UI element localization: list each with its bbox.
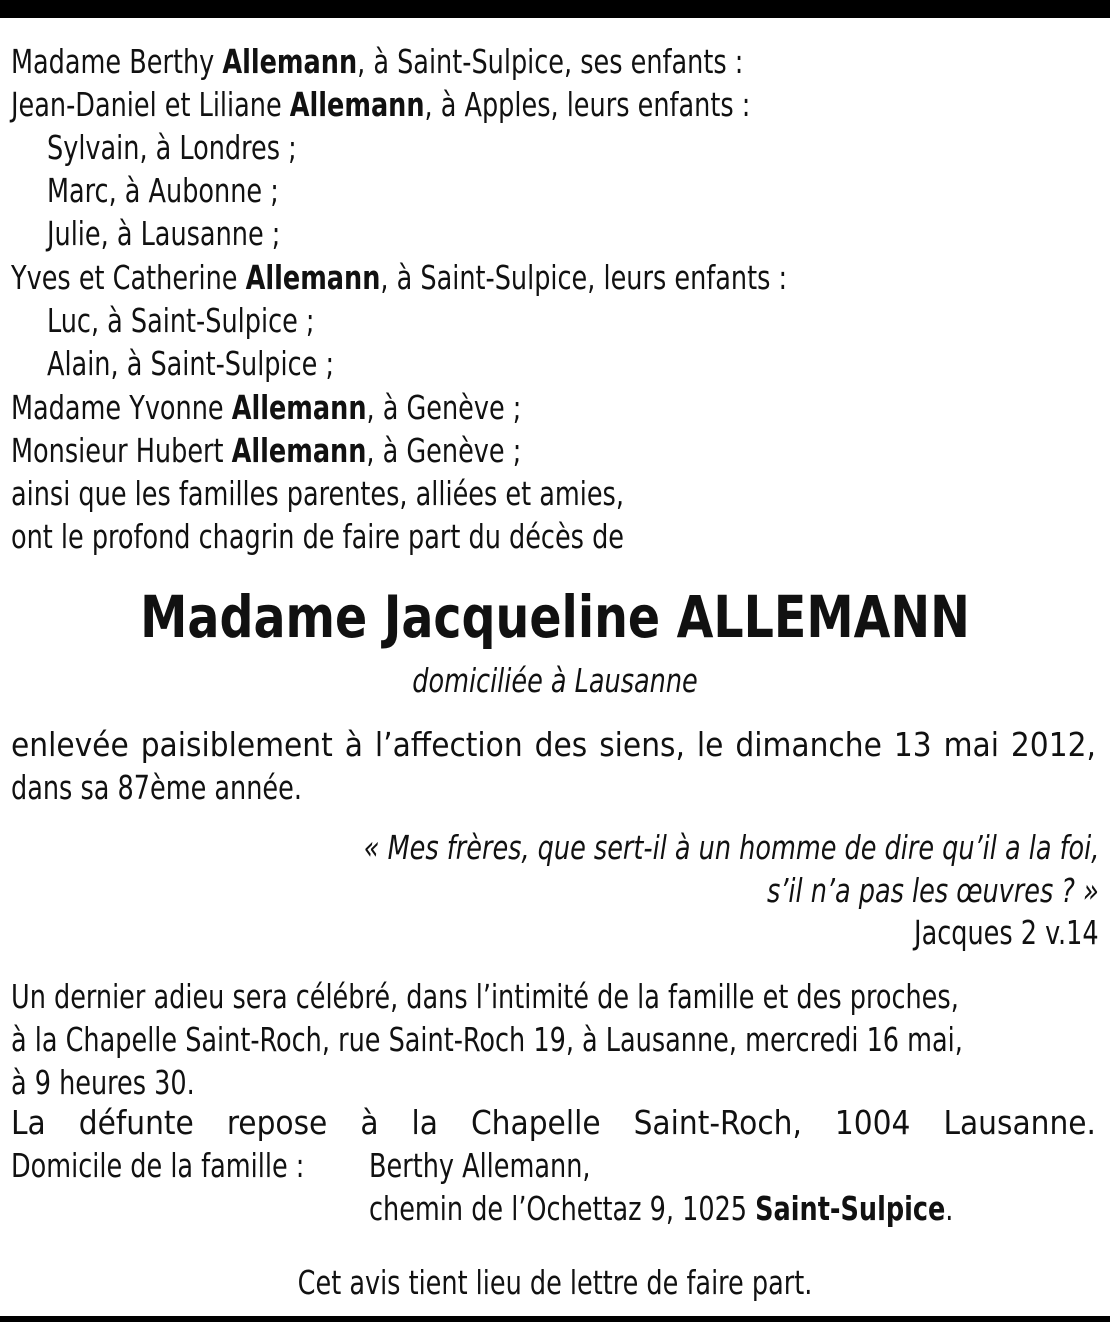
quote-line: « Mes frères, que sert-il à un homme de dire qu’il a la foi, — [363, 828, 1099, 867]
family-line: ont le profond chagrin de faire part du décès de — [11, 517, 625, 556]
family-line: ainsi que les familles parentes, alliées et amies, — [11, 474, 624, 513]
ceremony-line: à la Chapelle Saint-Roch, rue Saint-Roch 19, à Lausanne, mercredi 16 mai, — [11, 1020, 963, 1059]
family-line-child: Marc, à Aubonne ; — [47, 171, 279, 210]
family-line: Jean-Daniel et Liliane Allemann, à Apples, leurs enfants : — [11, 85, 751, 124]
top-border-rule — [0, 0, 1110, 18]
quote-line: s’il n’a pas les œuvres ? » — [767, 871, 1099, 910]
family-line: Yves et Catherine Allemann, à Saint-Sulpice, leurs enfants : — [11, 258, 788, 297]
family-line: Madame Yvonne Allemann, à Genève ; — [11, 388, 522, 427]
reposes-line: La défunte repose à la Chapelle Saint-Roch, 1004 Lausanne. — [11, 1103, 1096, 1142]
family-address-street: chemin de l’Ochettaz 9, 1025 Saint-Sulpice. — [369, 1189, 954, 1228]
deceased-residence: domiciliée à Lausanne — [412, 661, 698, 700]
bottom-border-rule — [0, 1316, 1110, 1322]
family-line-child: Julie, à Lausanne ; — [47, 214, 281, 253]
quote-reference: Jacques 2 v.14 — [914, 913, 1099, 952]
ceremony-line: à 9 heures 30. — [11, 1063, 195, 1102]
family-line-child: Sylvain, à Londres ; — [47, 128, 297, 167]
family-address-name: Berthy Allemann, — [369, 1146, 591, 1185]
ceremony-line: Un dernier adieu sera célébré, dans l’intimité de la famille et des proches, — [11, 977, 959, 1016]
family-address-label: Domicile de la famille : — [11, 1146, 305, 1185]
family-line: Monsieur Hubert Allemann, à Genève ; — [11, 431, 522, 470]
family-line-child: Luc, à Saint-Sulpice ; — [47, 301, 315, 340]
family-line-child: Alain, à Saint-Sulpice ; — [47, 344, 335, 383]
family-line: Madame Berthy Allemann, à Saint-Sulpice, ses enfants : — [11, 42, 744, 81]
death-line: enlevée paisiblement à l’affection des siens, le dimanche 13 mai 2012, — [11, 725, 1096, 764]
footer-note: Cet avis tient lieu de lettre de faire part. — [297, 1263, 813, 1302]
deceased-name: Madame Jacqueline ALLEMANN — [140, 583, 970, 651]
death-line: dans sa 87ème année. — [11, 768, 302, 807]
